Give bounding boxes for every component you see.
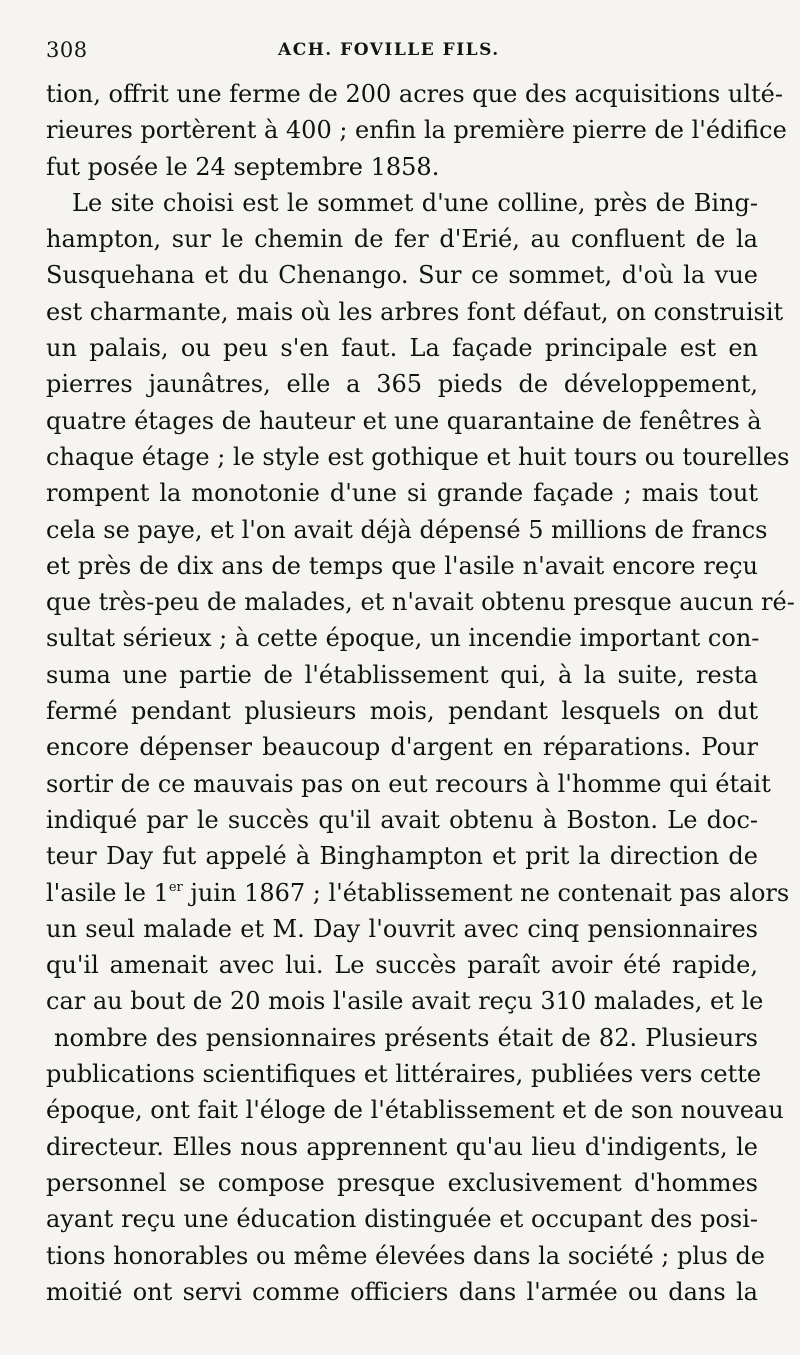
text-line: indiqué par le succès qu'il avait obtenu à Boston. Le doc-	[46, 805, 758, 834]
superscript: er	[168, 879, 183, 895]
text-line: moitié ont servi comme officiers dans l'armée ou dans la	[46, 1277, 758, 1306]
text-line: que très-peu de malades, et n'avait obtenu presque aucun ré-	[46, 588, 795, 617]
text-line: est charmante, mais où les arbres font défaut, on construisit	[46, 297, 784, 326]
running-head: ACH. FOVILLE FILS.	[278, 40, 500, 60]
text-line: car au bout de 20 mois l'asile avait reçu 310 malades, et le	[46, 987, 764, 1016]
text-line: pierres jaunâtres, elle a 365 pieds de développement,	[46, 370, 758, 399]
text-line: Susquehana et du Chenango. Sur ce sommet, d'où la vue	[46, 261, 758, 290]
text-line: un palais, ou peu s'en faut. La façade principale est en	[46, 334, 758, 363]
text-fragment: juin 1867 ; l'établissement ne contenait pas alors	[182, 878, 790, 907]
text-line: et près de dix ans de temps que l'asile n'avait encore reçu	[46, 551, 758, 580]
text-line: directeur. Elles nous apprennent qu'au lieu d'indigents, le	[46, 1132, 758, 1161]
text-line: encore dépenser beaucoup d'argent en réparations. Pour	[46, 733, 758, 762]
text-line: tion, offrit une ferme de 200 acres que des acquisitions ulté-	[46, 80, 783, 108]
text-line: personnel se compose presque exclusivement d'hommes	[46, 1168, 758, 1197]
text-line: ayant reçu une éducation distinguée et occupant des posi-	[46, 1205, 758, 1234]
body-text	[46, 76, 795, 1310]
text-line: tions honorables ou même élevées dans la société ; plus de	[46, 1241, 766, 1270]
text-line: hampton, sur le chemin de fer d'Erié, au confluent de la	[46, 225, 758, 254]
text-line: rompent la monotonie d'une si grande façade ; mais tout	[46, 479, 758, 508]
text-line: sultat sérieux ; à cette époque, un incendie important con-	[46, 624, 760, 653]
text-line: quatre étages de hauteur et une quarantaine de fenêtres à	[46, 406, 762, 435]
text-line: cela se paye, et l'on avait déjà dépensé 5 millions de francs	[46, 515, 768, 544]
text-line: rieures portèrent à 400 ; enfin la première pierre de l'édifice	[46, 116, 787, 145]
text-line: Le site choisi est le sommet d'une colline, près de Bing-	[72, 188, 758, 217]
page-header	[46, 34, 756, 64]
text-fragment: l'asile le 1	[46, 878, 169, 907]
text-line-with-superscript	[46, 875, 790, 911]
text-line: un seul malade et M. Day l'ouvrit avec cinq pensionnaires	[46, 914, 758, 943]
text-line: sortir de ce mauvais pas on eut recours à l'homme qui était	[46, 769, 771, 798]
text-line: époque, ont fait l'éloge de l'établissement et de son nouveau	[46, 1096, 784, 1125]
text-line: qu'il amenait avec lui. Le succès paraît avoir été rapide,	[46, 951, 758, 980]
text-line: teur Day fut appelé à Binghampton et prit la direction de	[46, 842, 758, 871]
text-line: fut posée le 24 septembre 1858.	[46, 152, 440, 181]
page-number: 308	[46, 38, 88, 62]
text-line: suma une partie de l'établissement qui, à la suite, resta	[46, 660, 758, 689]
text-line: fermé pendant plusieurs mois, pendant lesquels on dut	[46, 697, 758, 726]
text-line: publications scientifiques et littéraires, publiées vers cette	[46, 1060, 762, 1089]
text-line: nombre des pensionnaires présents était de 82. Plusieurs	[54, 1023, 758, 1052]
text-line: chaque étage ; le style est gothique et huit tours ou tourelles	[46, 442, 790, 471]
